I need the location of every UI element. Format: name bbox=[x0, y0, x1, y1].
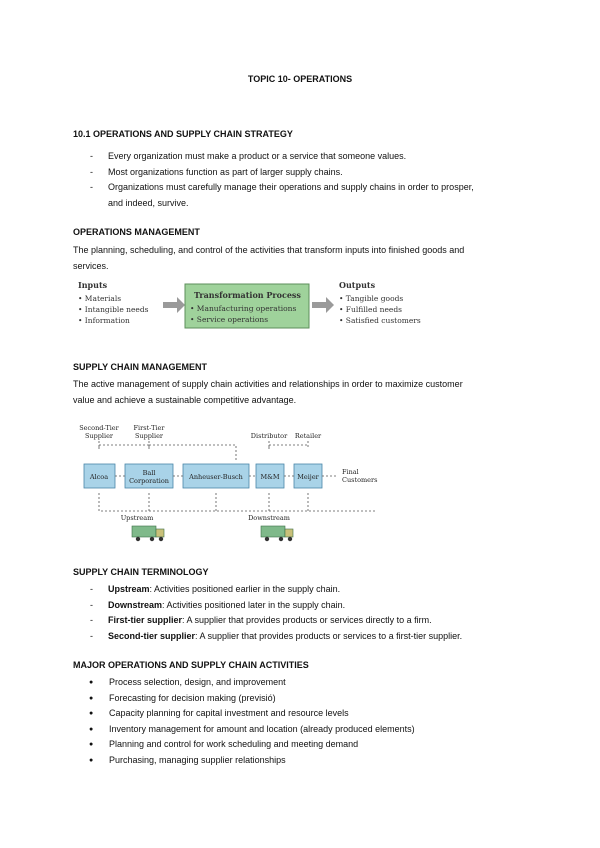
list-item: - Organizations must carefully manage their operations and supply chains in order to prosper, bbox=[73, 180, 533, 196]
activities-list bbox=[73, 675, 543, 769]
list-item: - First-tier supplier: A supplier that provides products or services directly to a firm. bbox=[73, 613, 543, 629]
ops-definition-line: services. bbox=[73, 260, 109, 271]
output-item: • Satisfied customers bbox=[339, 316, 421, 325]
retailer-label: Retailer bbox=[294, 432, 322, 440]
node-label: M&M bbox=[260, 473, 280, 481]
list-item: ● Process selection, design, and improvement bbox=[73, 675, 543, 691]
second-tier-label: Second-Tier bbox=[79, 424, 119, 432]
list-item: - Every organization must make a product or a service that someone values. bbox=[73, 149, 533, 165]
node-label: Alcoa bbox=[89, 473, 109, 481]
scm-definition bbox=[73, 377, 543, 409]
list-item: - Upstream: Activities positioned earlier in the supply chain. bbox=[73, 582, 543, 598]
list-item: ● Planning and control for work scheduling and meeting demand bbox=[73, 737, 543, 753]
list-item-continuation: and indeed, survive. bbox=[108, 197, 189, 208]
ops-definition-line: The planning, scheduling, and control of the activities that transform inputs into finished goods and bbox=[73, 245, 465, 255]
section-heading-terminology: SUPPLY CHAIN TERMINOLOGY bbox=[73, 567, 209, 577]
process-title: Transformation Process bbox=[194, 290, 301, 300]
input-item: • Intangible needs bbox=[78, 305, 149, 314]
truck-icon bbox=[132, 526, 164, 541]
final-customers-label: Customers bbox=[342, 476, 378, 484]
section-heading-scm: SUPPLY CHAIN MANAGEMENT bbox=[73, 362, 208, 372]
input-item: • Information bbox=[78, 316, 130, 325]
list-item: - Most organizations function as part of larger supply chains. bbox=[73, 165, 533, 181]
list-item: ● Capacity planning for capital investment and resource levels bbox=[73, 706, 543, 722]
inputs-title: Inputs bbox=[78, 280, 108, 290]
first-tier-label: First-Tier bbox=[133, 424, 165, 432]
section-heading-strategy: 10.1 OPERATIONS AND SUPPLY CHAIN STRATEGY bbox=[73, 129, 293, 139]
list-item: - Second-tier supplier: A supplier that provides products or services to a first-tier supplier. bbox=[73, 629, 543, 645]
list-item: ● Forecasting for decision making (previsió) bbox=[73, 691, 543, 707]
strategy-list bbox=[73, 149, 533, 211]
output-item: • Tangible goods bbox=[339, 294, 404, 303]
distributor-label: Distributor bbox=[250, 432, 288, 440]
list-item: ● Inventory management for amount and location (already produced elements) bbox=[73, 722, 543, 738]
section-heading-ops: OPERATIONS MANAGEMENT bbox=[73, 227, 200, 237]
node-label: Corporation bbox=[129, 477, 169, 485]
process-item: • Service operations bbox=[190, 315, 269, 324]
node-label: Ball bbox=[142, 469, 156, 477]
section-heading-activities: MAJOR OPERATIONS AND SUPPLY CHAIN ACTIVITIES bbox=[73, 660, 309, 670]
final-customers-label: Final bbox=[342, 468, 359, 476]
node-label: Anheuser-Busch bbox=[189, 473, 243, 481]
upstream-label: Upstream bbox=[120, 514, 154, 522]
list-item: ● Purchasing, managing supplier relationships bbox=[73, 753, 543, 769]
first-tier-label: Supplier bbox=[134, 432, 164, 440]
terminology-list bbox=[73, 582, 543, 644]
ops-definition bbox=[73, 243, 543, 275]
scm-definition-line: value and achieve a sustainable competitive advantage. bbox=[73, 394, 297, 405]
outputs-title: Outputs bbox=[339, 280, 376, 290]
arrow-right-icon bbox=[312, 297, 334, 313]
list-item: - Downstream: Activities positioned later in the supply chain. bbox=[73, 598, 543, 614]
scm-definition-line: The active management of supply chain activities and relationships in order to maximize customer bbox=[73, 379, 463, 389]
downstream-label: Downstream bbox=[248, 514, 290, 522]
node-label: Meijer bbox=[297, 473, 319, 481]
process-item: • Manufacturing operations bbox=[190, 304, 297, 313]
input-item: • Materials bbox=[78, 294, 122, 303]
truck-icon bbox=[261, 526, 293, 541]
transformation-diagram bbox=[76, 276, 422, 336]
page-title: TOPIC 10- OPERATIONS bbox=[247, 74, 353, 84]
second-tier-label: Supplier bbox=[84, 432, 114, 440]
output-item: • Fulfilled needs bbox=[339, 305, 403, 314]
supply-chain-diagram bbox=[76, 421, 386, 547]
arrow-right-icon bbox=[163, 297, 185, 313]
